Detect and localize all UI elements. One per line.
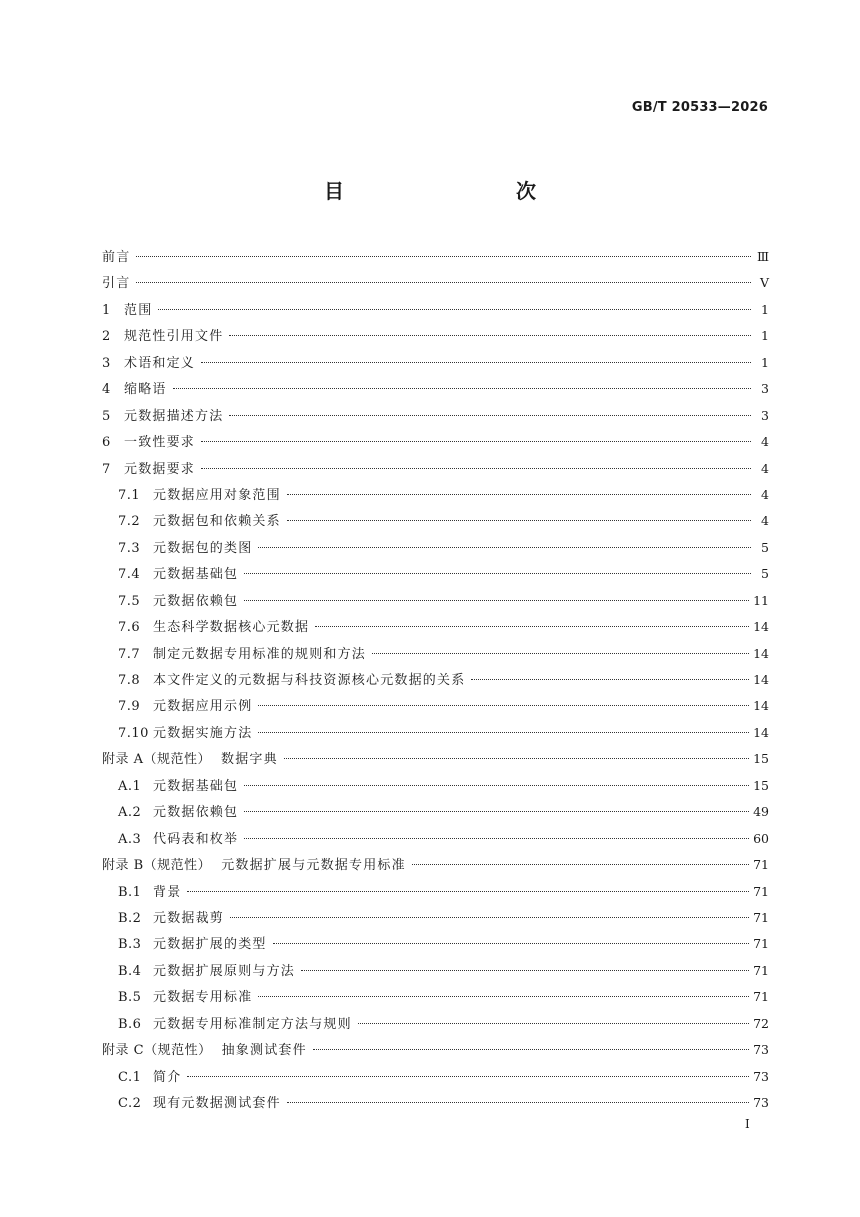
toc-entry-title: 规范性引用文件 — [124, 329, 224, 345]
toc-entry-title: 前言 — [102, 250, 131, 265]
toc-entry-title: 元数据应用对象范围 — [153, 487, 281, 503]
toc-entry-number: A.1 — [118, 778, 142, 794]
toc-entry-page: 5 — [761, 566, 769, 582]
toc-entry-title: 元数据实施方法 — [153, 725, 253, 741]
toc-entry[interactable] — [102, 614, 769, 640]
dot-leader — [244, 573, 751, 574]
toc-entry-title: 元数据专用标准 — [153, 990, 253, 1006]
dot-leader — [136, 256, 751, 257]
toc-entry-title: 范围 — [124, 302, 153, 318]
toc-entry-number: B.1 — [118, 884, 142, 900]
toc-entry-title: 元数据包和依赖关系 — [153, 514, 281, 530]
toc-entry[interactable] — [102, 984, 769, 1010]
dot-leader — [187, 1076, 749, 1077]
page-number: I — [745, 1117, 750, 1131]
dot-leader — [158, 309, 751, 310]
toc-entry-page: 1 — [761, 328, 769, 344]
toc-entry-title: 元数据扩展与元数据专用标准 — [221, 858, 406, 874]
toc-entry[interactable] — [102, 879, 769, 905]
toc-entry[interactable] — [102, 1064, 769, 1090]
toc-entry-page: 71 — [753, 857, 769, 873]
toc-entry-number: 7.9 — [118, 699, 141, 715]
toc-entry-page: 60 — [753, 830, 769, 846]
toc-entry[interactable] — [102, 693, 769, 719]
toc-entry[interactable] — [102, 746, 769, 772]
toc-entry[interactable] — [102, 429, 769, 455]
toc-entry[interactable] — [102, 535, 769, 561]
toc-entry-number: 2 — [102, 329, 111, 345]
toc-entry-number: 4 — [102, 382, 111, 398]
toc-entry-title: 元数据裁剪 — [153, 910, 225, 926]
toc-entry[interactable] — [102, 720, 769, 746]
toc-entry-page: 14 — [753, 724, 769, 740]
toc-entry-page: 4 — [761, 513, 769, 529]
dot-leader — [358, 1023, 749, 1024]
toc-entry-number: B.4 — [118, 963, 142, 979]
toc-entry-page: 3 — [761, 407, 769, 423]
toc-entry[interactable] — [102, 456, 769, 482]
toc-entry[interactable] — [102, 244, 769, 270]
dot-leader — [315, 626, 749, 627]
toc-entry[interactable] — [102, 905, 769, 931]
toc-entry-page: 73 — [753, 1042, 769, 1058]
toc-entry[interactable] — [102, 482, 769, 508]
toc-entry-page: 71 — [753, 909, 769, 925]
toc-entry-number: 1 — [102, 302, 111, 318]
toc-entry[interactable] — [102, 561, 769, 587]
page-title: 目 次 — [324, 179, 580, 203]
dot-leader — [229, 415, 751, 416]
toc-entry-number: 5 — [102, 408, 111, 424]
toc-entry-page: 15 — [753, 777, 769, 793]
toc-entry[interactable] — [102, 297, 769, 323]
toc-entry[interactable] — [102, 826, 769, 852]
toc-entry-page: 14 — [753, 698, 769, 714]
dot-leader — [287, 1102, 749, 1103]
toc-entry-page: 11 — [753, 592, 769, 608]
toc-entry[interactable] — [102, 1090, 769, 1116]
toc-entry-title: 元数据要求 — [124, 461, 196, 477]
standard-code: GB/T 20533—2026 — [631, 100, 768, 115]
dot-leader — [258, 732, 749, 733]
toc-entry[interactable] — [102, 641, 769, 667]
toc-entry-title: 简介 — [153, 1069, 182, 1085]
toc-entry[interactable] — [102, 667, 769, 693]
toc-entry-title: 引言 — [102, 276, 131, 292]
toc-entry[interactable] — [102, 350, 769, 376]
toc-entry-title: 本文件定义的元数据与科技资源核心元数据的关系 — [153, 673, 466, 688]
toc-entry-title: 元数据基础包 — [153, 778, 239, 794]
toc-entry-page: Ⅴ — [759, 275, 769, 291]
toc-entry-number: 3 — [102, 355, 111, 371]
toc-entry-title: 元数据专用标准制定方法与规则 — [153, 1016, 352, 1032]
dot-leader — [287, 494, 751, 495]
toc-entry-number: C.2 — [118, 1096, 142, 1111]
toc-entry-page: 5 — [761, 539, 769, 555]
toc-entry-title: 制定元数据专用标准的规则和方法 — [153, 646, 367, 662]
toc-entry-number: 附录 A（规范性） — [102, 752, 212, 768]
dot-leader — [230, 917, 749, 918]
toc-entry[interactable] — [102, 323, 769, 349]
toc-entry[interactable] — [102, 1037, 769, 1063]
toc-entry-page: 73 — [753, 1095, 769, 1110]
toc-entry[interactable] — [102, 852, 769, 878]
dot-leader — [136, 282, 751, 283]
toc-entry-number: 7.5 — [118, 593, 141, 609]
toc-entry-page: 15 — [753, 751, 769, 767]
toc-entry-title: 元数据基础包 — [153, 567, 239, 583]
toc-entry-title: 现有元数据测试套件 — [153, 1096, 281, 1111]
toc-entry[interactable] — [102, 270, 769, 296]
toc-entry-page: 71 — [753, 989, 769, 1005]
dot-leader — [287, 520, 751, 521]
dot-leader — [244, 600, 749, 601]
toc-entry-page: 4 — [761, 434, 769, 450]
dot-leader — [201, 362, 751, 363]
toc-entry-page: 4 — [761, 486, 769, 502]
dot-leader — [244, 838, 749, 839]
dot-leader — [284, 758, 749, 759]
toc-entry-page: 71 — [753, 962, 769, 978]
toc-entry-page: 73 — [753, 1068, 769, 1084]
toc-entry-number: A.2 — [118, 805, 142, 821]
toc-entry-title: 元数据依赖包 — [153, 805, 239, 821]
dot-leader — [412, 864, 749, 865]
toc-entry[interactable] — [102, 588, 769, 614]
toc-entry-page: Ⅲ — [756, 249, 769, 264]
toc-entry-title: 生态科学数据核心元数据 — [153, 620, 310, 636]
dot-leader — [201, 441, 751, 442]
toc-entry-title: 元数据扩展的类型 — [153, 937, 267, 953]
toc-entry-title: 元数据扩展原则与方法 — [153, 963, 296, 979]
toc-entry[interactable] — [102, 931, 769, 957]
dot-leader — [273, 943, 749, 944]
toc-entry-number: 7.8 — [118, 673, 141, 688]
toc-entry-title: 代码表和枚举 — [153, 831, 239, 847]
toc-entry-number: B.5 — [118, 990, 142, 1006]
dot-leader — [173, 388, 751, 389]
toc-entry-page: 71 — [753, 936, 769, 952]
toc-entry[interactable] — [102, 1011, 769, 1037]
table-of-contents — [102, 244, 769, 1116]
toc-entry-page: 1 — [761, 301, 769, 317]
toc-entry-number: 6 — [102, 435, 111, 451]
dot-leader — [301, 970, 749, 971]
toc-entry-number: A.3 — [118, 831, 142, 847]
dot-leader — [187, 891, 749, 892]
dot-leader — [244, 785, 749, 786]
toc-entry-page: 14 — [753, 619, 769, 635]
toc-entry-page: 72 — [753, 1015, 769, 1031]
toc-entry-number: 附录 C（规范性） — [102, 1043, 212, 1059]
toc-entry-number: 7.4 — [118, 567, 141, 583]
dot-leader — [313, 1049, 749, 1050]
toc-entry-title: 数据字典 — [221, 752, 278, 768]
toc-entry-page: 4 — [761, 460, 769, 476]
toc-entry[interactable] — [102, 799, 769, 825]
dot-leader — [471, 679, 749, 680]
toc-entry-number: B.2 — [118, 910, 142, 926]
toc-entry-number: 7.10 — [118, 725, 149, 741]
toc-entry-page: 14 — [753, 672, 769, 687]
dot-leader — [372, 653, 749, 654]
toc-entry-number: 7.1 — [118, 487, 141, 503]
toc-entry-number: B.6 — [118, 1016, 142, 1032]
toc-entry-title: 元数据包的类图 — [153, 540, 253, 556]
toc-entry[interactable] — [102, 403, 769, 429]
toc-entry-number: 附录 B（规范性） — [102, 858, 212, 874]
toc-entry-number: 7.6 — [118, 620, 141, 636]
toc-entry-number: 7.2 — [118, 514, 141, 530]
toc-entry[interactable] — [102, 773, 769, 799]
toc-entry-number: C.1 — [118, 1069, 142, 1085]
toc-entry[interactable] — [102, 376, 769, 402]
dot-leader — [229, 335, 751, 336]
toc-entry-title: 抽象测试套件 — [221, 1043, 307, 1059]
toc-entry-title: 元数据应用示例 — [153, 699, 253, 715]
toc-entry-page: 71 — [753, 883, 769, 899]
toc-entry-title: 缩略语 — [124, 382, 167, 398]
toc-entry-page: 3 — [761, 381, 769, 397]
dot-leader — [258, 705, 749, 706]
dot-leader — [258, 547, 751, 548]
toc-entry-number: 7.3 — [118, 540, 141, 556]
toc-entry-title: 一致性要求 — [124, 435, 196, 451]
toc-entry-page: 14 — [753, 645, 769, 661]
dot-leader — [201, 468, 751, 469]
toc-entry-title: 术语和定义 — [124, 355, 196, 371]
toc-entry-number: B.3 — [118, 937, 142, 953]
dot-leader — [244, 811, 749, 812]
toc-entry-title: 元数据依赖包 — [153, 593, 239, 609]
toc-entry-page: 1 — [761, 354, 769, 370]
toc-entry[interactable] — [102, 508, 769, 534]
toc-entry-number: 7.7 — [118, 646, 141, 662]
toc-entry-number: 7 — [102, 461, 111, 477]
toc-entry[interactable] — [102, 958, 769, 984]
toc-entry-title: 元数据描述方法 — [124, 408, 224, 424]
toc-entry-title: 背景 — [153, 884, 182, 900]
toc-entry-page: 49 — [753, 804, 769, 820]
dot-leader — [258, 996, 749, 997]
